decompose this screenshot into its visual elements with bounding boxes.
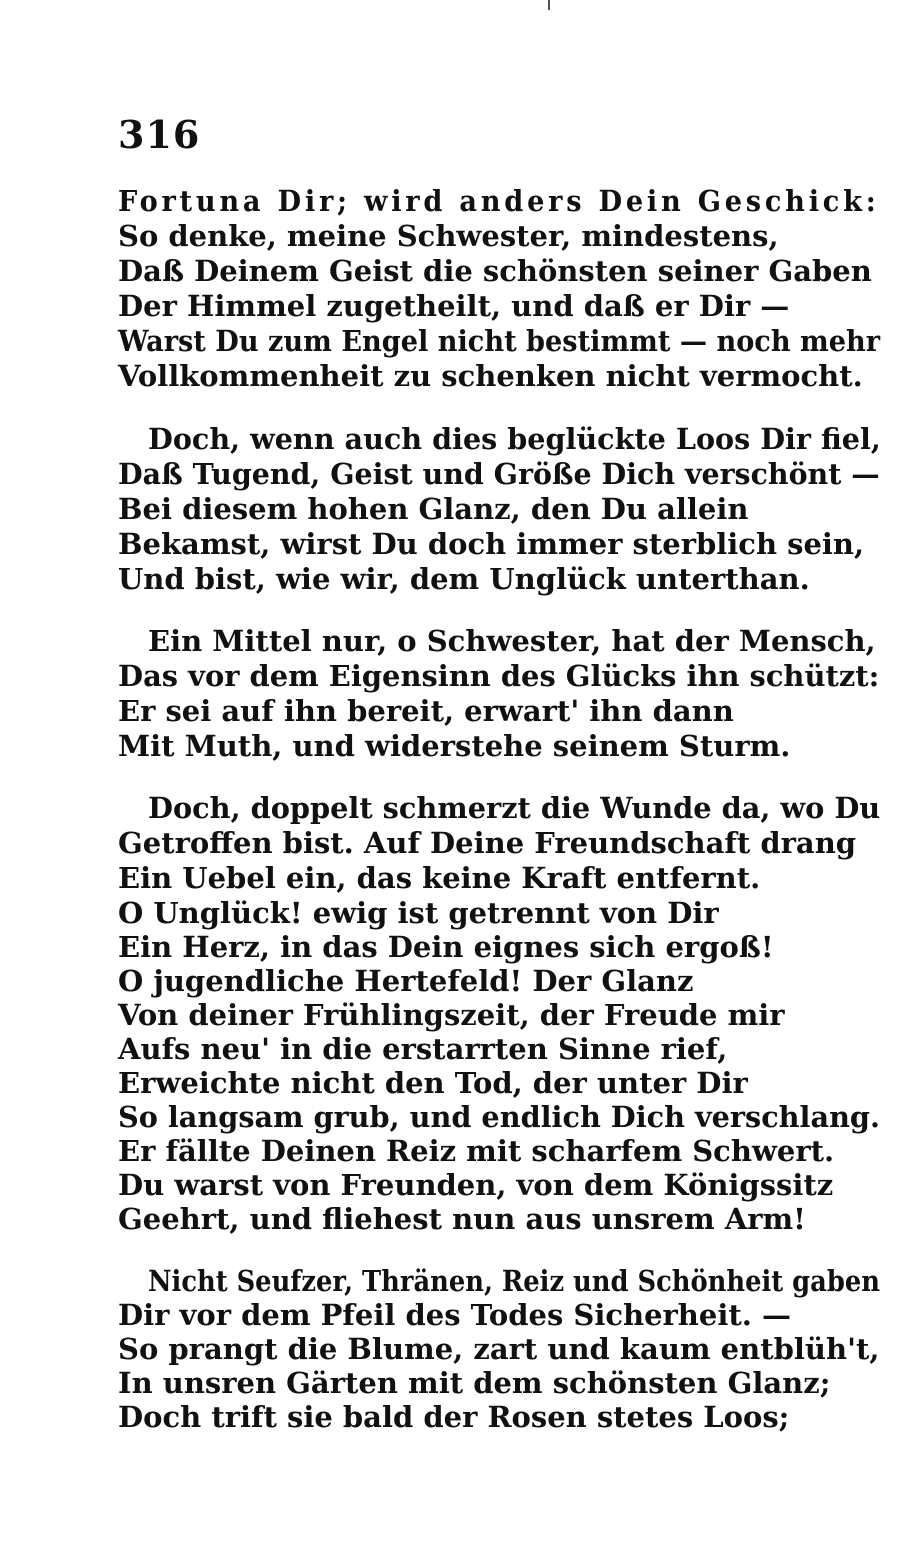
poem-line: Daß Tugend, Geist und Größe Dich verschönt — [118, 457, 880, 491]
poem-line: Doch, doppelt schmerzt die Wunde da, wo Du [148, 791, 881, 825]
poem-line: Erweichte nicht den Tod, der unter Dir [118, 1066, 748, 1100]
scan-mark [548, 0, 550, 10]
poem-line: So denke, meine Schwester, mindestens, [118, 219, 779, 253]
poem-line: Ein Mittel nur, o Schwester, hat der Mensch, [148, 624, 876, 658]
poem-line: Bei diesem hohen Glanz, den Du allein [118, 492, 749, 526]
page-number: 316 [118, 112, 201, 157]
poem-line: O Unglück! ewig ist getrennt von Dir [118, 896, 719, 930]
poem-line: So prangt die Blume, zart und kaum entblüh't, [118, 1332, 880, 1366]
poem-line: Von deiner Frühlingszeit, der Freude mir [118, 998, 785, 1032]
poem-line: Nicht Seufzer, Thränen, Reiz und Schönheit gaben [148, 1264, 880, 1298]
poem-line: Ein Uebel ein, das keine Kraft entfernt. [118, 861, 761, 895]
poem-line: Das vor dem Eigensinn des Glücks ihn schützt: [118, 659, 880, 693]
poem-line: So langsam grub, und endlich Dich verschlang. [118, 1100, 881, 1134]
poem-line: Doch trift sie bald der Rosen stetes Loos; [118, 1400, 790, 1434]
poem-line: Doch, wenn auch dies beglückte Loos Dir fiel, [148, 422, 881, 456]
poem-line: Daß Deinem Geist die schönsten seiner Gaben [118, 254, 872, 288]
poem-line: Bekamst, wirst Du doch immer sterblich sein, [118, 527, 865, 561]
poem-line: Warst Du zum Engel nicht bestimmt — noch mehr [118, 324, 881, 358]
poem-line: Der Himmel zugetheilt, und daß er Dir — [118, 289, 790, 323]
poem-line: Ein Herz, in das Dein eignes sich ergoß! [118, 930, 774, 964]
poem-line: Er fällte Deinen Reiz mit scharfem Schwert. [118, 1134, 835, 1168]
poem-line: Und bist, wie wir, dem Unglück unterthan. [118, 562, 810, 596]
poem-line: Er sei auf ihn bereit, erwart' ihn dann [118, 694, 734, 728]
poem-line: Geehrt, und fliehest nun aus unsrem Arm! [118, 1202, 806, 1236]
poem-line: Dir vor dem Pfeil des Todes Sicherheit. — [118, 1298, 791, 1332]
poem-line: Getroffen bist. Auf Deine Freundschaft drang [118, 826, 857, 860]
poem-line: In unsren Gärten mit dem schönsten Glanz; [118, 1366, 831, 1400]
poem-line: O jugendliche Hertefeld! Der Glanz [118, 964, 694, 998]
poem-line: Fortuna Dir; wird anders Dein Geschick: [118, 184, 880, 218]
poem-line: Vollkommenheit zu schenken nicht vermocht. [118, 359, 863, 393]
poem-line: Du warst von Freunden, von dem Königssitz [118, 1168, 834, 1202]
poem-line: Mit Muth, und widerstehe seinem Sturm. [118, 729, 791, 763]
poem-line: Aufs neu' in die erstarrten Sinne rief, [118, 1032, 728, 1066]
